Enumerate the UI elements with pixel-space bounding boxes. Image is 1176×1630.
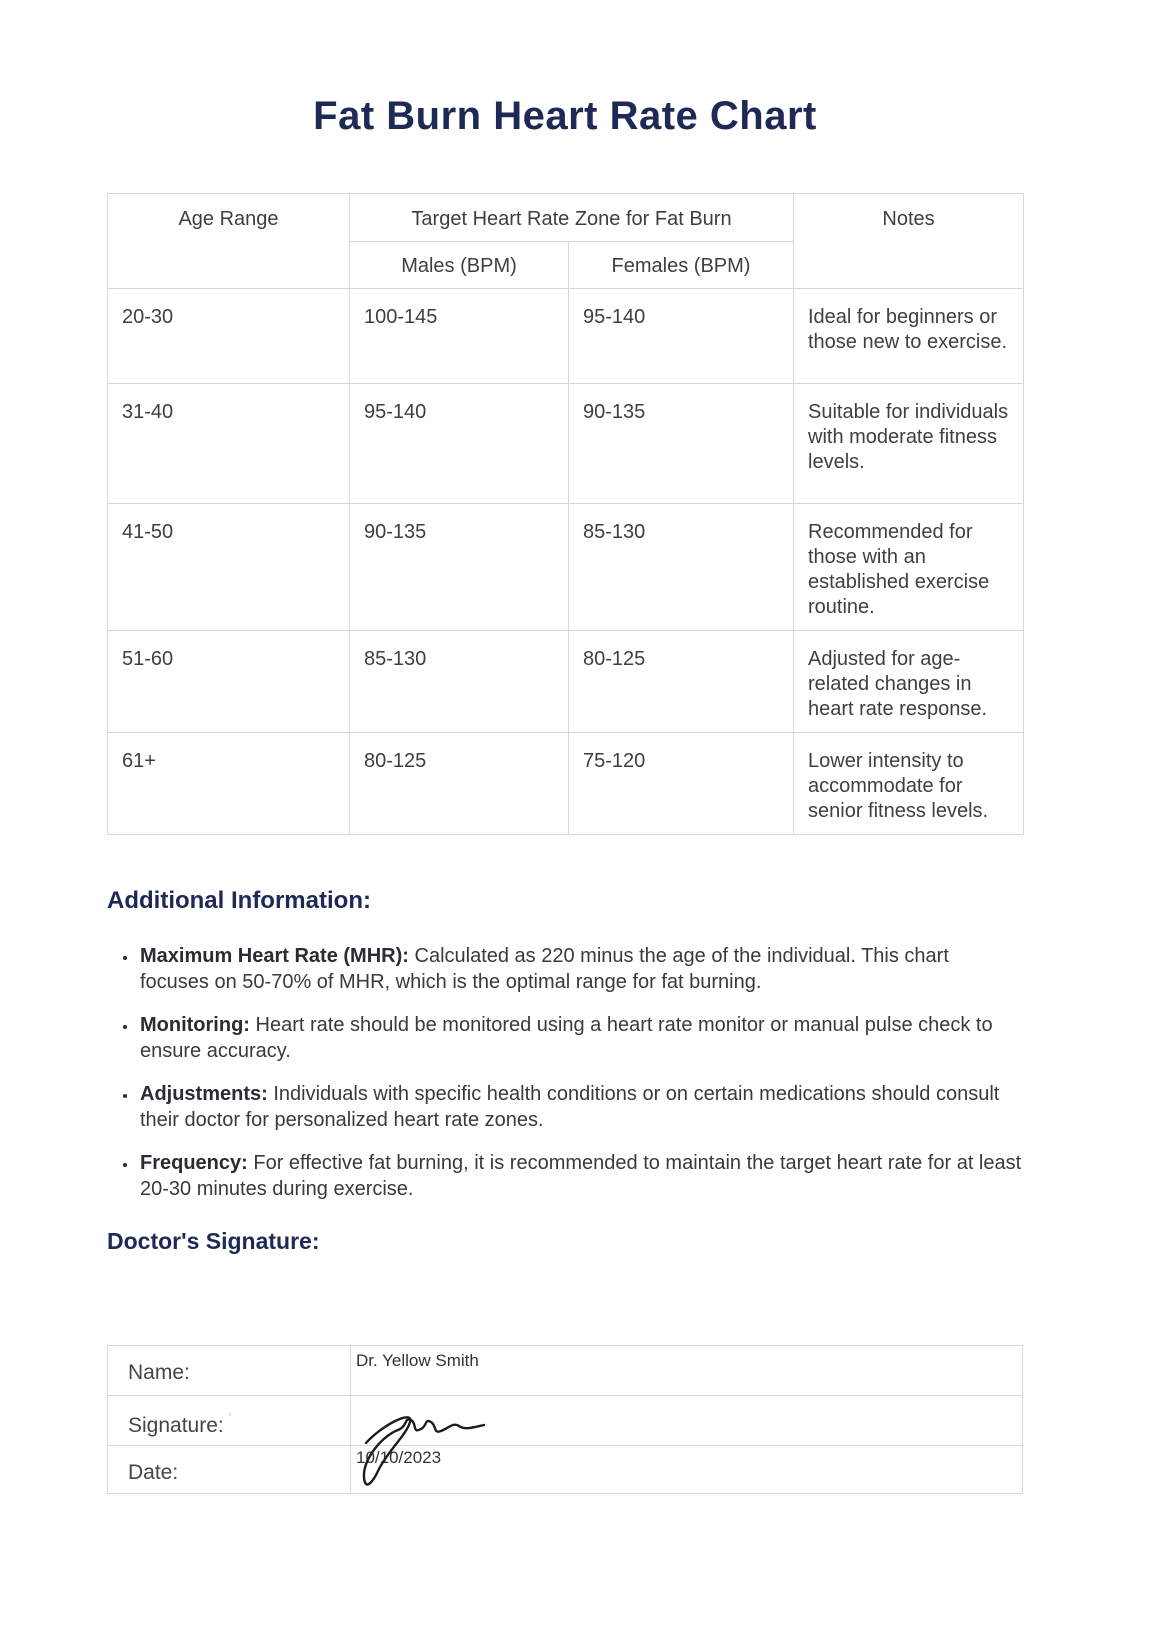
page-title: Fat Burn Heart Rate Chart — [313, 94, 817, 138]
females-bpm-cell: 90-135 — [569, 384, 794, 504]
heart-rate-table — [107, 193, 1024, 835]
table-row — [108, 1446, 1023, 1494]
date-value: 10/10/2023 — [351, 1446, 1023, 1494]
stray-mark: ˈ — [227, 1411, 233, 1426]
notes-cell: Recommended for those with an established exercise routine. — [794, 504, 1024, 631]
age-range-cell: 31-40 — [108, 384, 350, 504]
females-bpm-cell: 80-125 — [569, 631, 794, 733]
info-item-label: Maximum Heart Rate (MHR): — [140, 945, 409, 967]
info-item-text: Heart rate should be monitored using a heart rate monitor or manual pulse check to ensure accuracy. — [140, 1014, 993, 1062]
column-header-notes: Notes — [794, 194, 1024, 289]
info-item-label: Frequency: — [140, 1152, 248, 1174]
document-content — [107, 0, 1023, 1494]
age-range-cell: 61+ — [108, 733, 350, 835]
notes-cell: Adjusted for age-related changes in heart rate response. — [794, 631, 1024, 733]
males-bpm-cell: 90-135 — [350, 504, 569, 631]
females-bpm-cell: 85-130 — [569, 504, 794, 631]
signature-table — [107, 1345, 1023, 1494]
info-item-text: Calculated as 220 minus the age of the individual. This chart focuses on 50-70% of MHR, which is the optimal range for fat burning. — [140, 945, 949, 993]
notes-cell: Lower intensity to accommodate for senior fitness levels. — [794, 733, 1024, 835]
signature-label-text: Signature: — [128, 1414, 224, 1437]
additional-information-heading: Additional Information: — [107, 887, 371, 914]
column-header-males-bpm: Males (BPM) — [350, 242, 569, 289]
additional-information-list — [107, 943, 1023, 1202]
males-bpm-cell: 85-130 — [350, 631, 569, 733]
info-item-label: Monitoring: — [140, 1014, 250, 1036]
heart-rate-table-header — [108, 194, 1024, 289]
males-bpm-cell: 95-140 — [350, 384, 569, 504]
table-row — [108, 1346, 1023, 1396]
list-item — [138, 943, 1023, 995]
signature-value — [351, 1396, 1023, 1446]
doctors-signature-heading: Doctor's Signature: — [107, 1228, 320, 1254]
info-item-text: For effective fat burning, it is recommended to maintain the target heart rate for at least 20-30 minutes during exercise. — [140, 1152, 1022, 1200]
table-row — [108, 733, 1024, 835]
age-range-cell: 51-60 — [108, 631, 350, 733]
list-item — [138, 1012, 1023, 1064]
age-range-cell: 20-30 — [108, 289, 350, 384]
column-header-age-range: Age Range — [108, 194, 350, 289]
females-bpm-cell: 75-120 — [569, 733, 794, 835]
signature-label — [108, 1396, 351, 1446]
notes-cell: Suitable for individuals with moderate fitness levels. — [794, 384, 1024, 504]
signature-icon — [356, 1401, 1022, 1441]
name-label: Name: — [108, 1346, 351, 1396]
info-item-text: Individuals with specific health conditions or on certain medications should consult their doctor for personalized heart rate zones. — [140, 1083, 1000, 1131]
date-label: Date: — [108, 1446, 351, 1494]
name-value: Dr. Yellow Smith — [351, 1346, 1023, 1396]
notes-cell: Ideal for beginners or those new to exercise. — [794, 289, 1024, 384]
list-item — [138, 1081, 1023, 1133]
table-row — [108, 289, 1024, 384]
females-bpm-cell: 95-140 — [569, 289, 794, 384]
column-header-target-zone: Target Heart Rate Zone for Fat Burn — [350, 194, 794, 242]
column-header-females-bpm: Females (BPM) — [569, 242, 794, 289]
age-range-cell: 41-50 — [108, 504, 350, 631]
info-item-label: Adjustments: — [140, 1083, 268, 1105]
table-row — [108, 384, 1024, 504]
table-row — [108, 504, 1024, 631]
list-item — [138, 1150, 1023, 1202]
table-row — [108, 1396, 1023, 1446]
males-bpm-cell: 80-125 — [350, 733, 569, 835]
males-bpm-cell: 100-145 — [350, 289, 569, 384]
table-row — [108, 631, 1024, 733]
